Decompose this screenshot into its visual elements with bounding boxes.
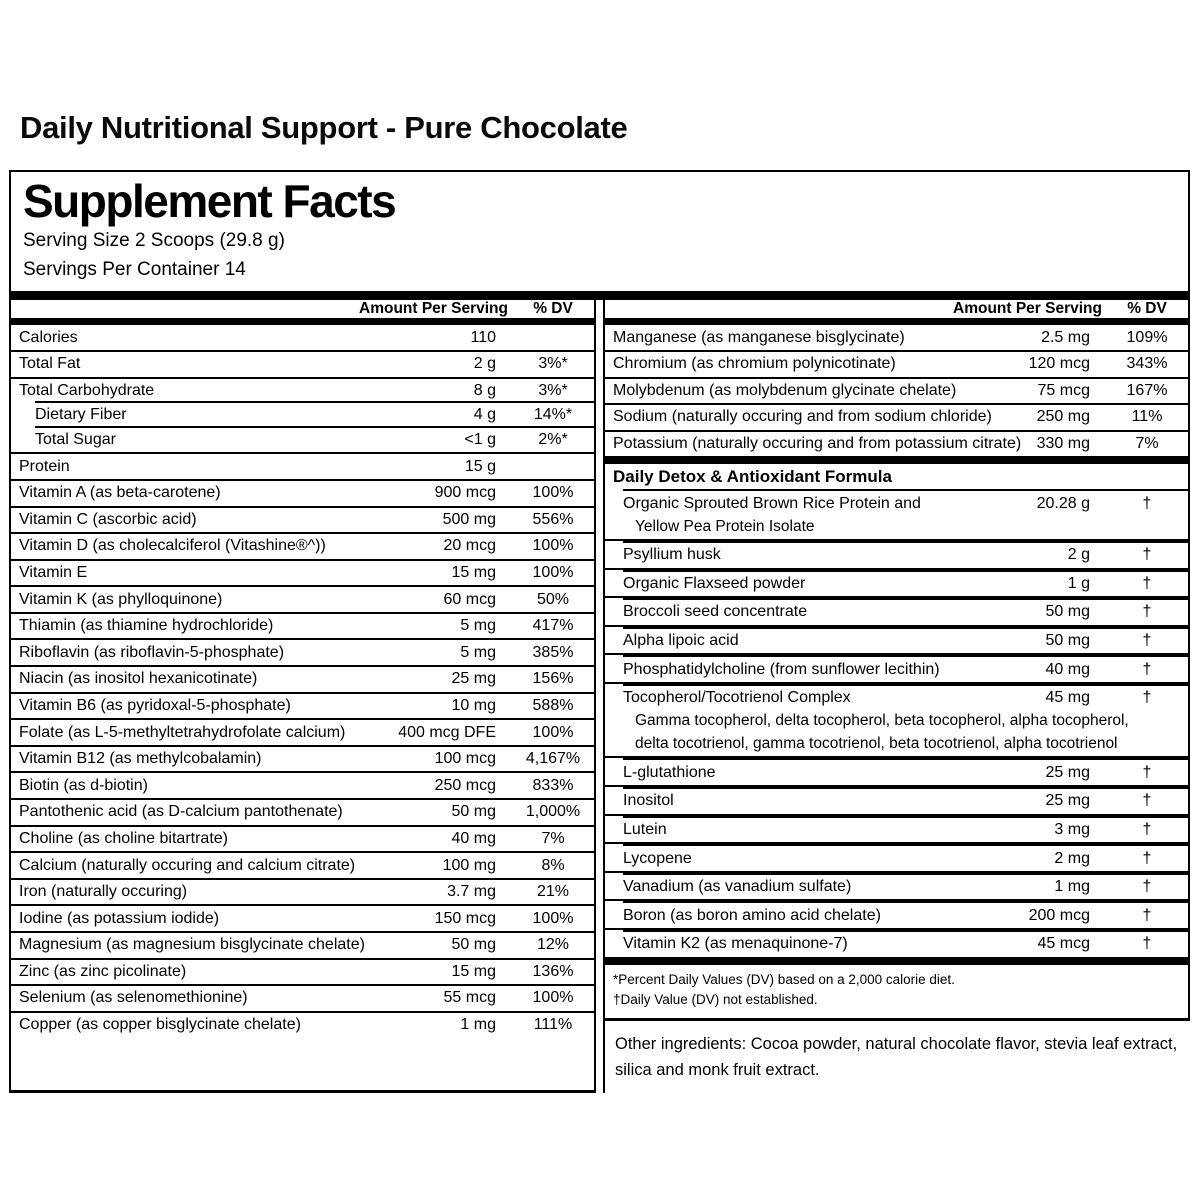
nutrient-row — [605, 325, 1188, 350]
ingredient-continuation-line: Gamma tocopherol, delta tocopherol, beta tocopherol, alpha tocopherol, — [635, 712, 1129, 730]
supplement-facts-panel — [9, 170, 1190, 1093]
nutrient-amount: 120 mcg — [1028, 355, 1090, 373]
nutrient-rowline — [11, 720, 594, 745]
dv-footnote: *Percent Daily Values (DV) based on a 2,000 calorie diet. — [613, 971, 955, 987]
nutrient-dv: 343% — [1126, 355, 1168, 373]
nutrient-dv: 7% — [541, 829, 565, 847]
nutrient-dv: 167% — [1126, 381, 1168, 399]
nutrient-rowline — [11, 933, 594, 958]
nutrient-dv: 1,000% — [525, 803, 581, 821]
ingredient-rowline — [605, 600, 1188, 625]
ingredient-dv: † — [1142, 546, 1152, 564]
nutrient-dv: 111% — [533, 1016, 573, 1034]
nutrient-rowline — [11, 534, 594, 559]
ingredient-name: Tocopherol/Tocotrienol Complex — [623, 689, 851, 707]
right-facts-box — [605, 300, 1190, 1021]
ingredient-name: Alpha lipoic acid — [623, 631, 739, 649]
nutrient-dv: 4,167% — [525, 750, 581, 768]
nutrient-name: Vitamin D (as cholecalciferol (Vitashine®^)) — [19, 537, 326, 555]
nutrient-name: Calcium (naturally occuring and calcium citrate) — [19, 856, 356, 874]
nutrient-dv: 100% — [532, 537, 574, 555]
nutrient-rowline — [11, 1013, 594, 1038]
panel-header — [11, 172, 1190, 300]
nutrient-name: Zinc (as zinc picolinate) — [19, 962, 187, 980]
ingredient-dv: † — [1142, 603, 1152, 621]
nutrient-row — [11, 984, 594, 1011]
nutrient-name: Vitamin E — [19, 563, 88, 581]
nutrient-dv: 12% — [536, 936, 570, 954]
ingredient-name: Psyllium husk — [623, 546, 721, 564]
nutrient-dv: 385% — [532, 643, 574, 661]
nutrient-rowline — [11, 694, 594, 719]
nutrient-name: Chromium (as chromium polynicotinate) — [613, 355, 896, 373]
nutrient-row — [605, 430, 1188, 457]
ingredient-name: Broccoli seed concentrate — [623, 603, 808, 621]
nutrient-amount: 250 mg — [1036, 408, 1090, 426]
nutrient-row — [11, 825, 594, 852]
ingredient-rowline — [605, 629, 1188, 654]
right-nutrient-rows — [605, 325, 1188, 456]
nutrient-dv: 50% — [536, 590, 570, 608]
serving-size: Serving Size 2 Scoops (29.8 g) — [23, 229, 285, 251]
nutrient-rowline — [11, 773, 594, 798]
nutrient-amount: 15 mg — [451, 962, 496, 980]
ingredient-dv: † — [1142, 935, 1152, 953]
nutrient-row — [605, 403, 1188, 430]
nutrient-row — [11, 692, 594, 719]
detox-section-title: Daily Detox & Antioxidant Formula — [613, 467, 892, 487]
nutrient-rowline — [11, 325, 594, 350]
ingredient-rowline — [605, 789, 1188, 814]
nutrient-name: Vitamin B12 (as methylcobalamin) — [19, 750, 262, 768]
nutrient-row — [11, 904, 594, 931]
nutrient-dv: 109% — [1126, 328, 1168, 346]
nutrient-row — [11, 958, 594, 985]
ingredient-amount: 1 mg — [1054, 878, 1090, 896]
nutrient-row — [605, 377, 1188, 404]
facts-columns — [11, 300, 1190, 1093]
ingredient-dv: † — [1142, 494, 1152, 512]
ingredient-row — [605, 653, 1188, 682]
detox-ingredient-rows — [605, 489, 1188, 956]
ingredient-amount: 2 g — [1067, 546, 1090, 564]
nutrient-rowline — [11, 906, 594, 931]
right-column — [603, 300, 1190, 1093]
nutrient-name: Magnesium (as magnesium bisglycinate chelate) — [19, 936, 365, 954]
nutrient-rowline — [11, 403, 594, 428]
nutrient-rowline — [11, 986, 594, 1011]
ingredient-name: L-glutathione — [623, 763, 716, 781]
ingredient-dv: † — [1142, 660, 1152, 678]
nutrient-name: Riboflavin (as riboflavin-5-phosphate) — [19, 643, 285, 661]
nutrient-amount: 50 mg — [451, 936, 496, 954]
nutrient-name: Iron (naturally occuring) — [19, 883, 188, 901]
ingredient-rowline — [605, 686, 1188, 711]
nutrient-amount: 110 — [470, 328, 496, 346]
nutrient-rowline — [605, 352, 1188, 377]
nutrient-dv: 156% — [532, 670, 574, 688]
nutrient-amount: 330 mg — [1036, 435, 1090, 453]
footnote-divider-bar — [605, 957, 1188, 965]
nutrient-amount: 100 mg — [442, 856, 496, 874]
nutrient-dv: 14%* — [533, 406, 573, 424]
nutrient-rowline — [605, 432, 1188, 457]
ingredient-row — [605, 842, 1188, 871]
ingredient-rowline — [605, 903, 1188, 928]
nutrient-row — [11, 325, 594, 350]
nutrient-amount: 900 mcg — [434, 484, 496, 502]
nutrient-row — [11, 798, 594, 825]
nutrient-amount: 2.5 mg — [1041, 328, 1090, 346]
nutrient-row — [11, 851, 594, 878]
nutrient-row — [11, 718, 594, 745]
nutrient-name: Sodium (naturally occuring and from sodium chloride) — [613, 408, 992, 426]
nutrient-rowline — [11, 640, 594, 665]
nutrient-row — [11, 878, 594, 905]
nutrient-row — [11, 559, 594, 586]
ingredient-row — [605, 682, 1188, 757]
percent-dv-header: % DV — [1127, 300, 1167, 318]
nutrient-name: Total Carbohydrate — [19, 381, 155, 399]
nutrient-rowline — [11, 960, 594, 985]
ingredient-rowline — [605, 932, 1188, 957]
nutrient-name: Pantothenic acid (as D-calcium pantothenate) — [19, 803, 343, 821]
nutrient-row — [11, 638, 594, 665]
ingredient-amount: 25 mg — [1045, 792, 1090, 810]
ingredient-row — [605, 568, 1188, 597]
nutrient-rowline — [11, 508, 594, 533]
nutrient-rowline — [605, 379, 1188, 404]
nutrient-row — [11, 1011, 594, 1038]
ingredient-rowline — [605, 846, 1188, 871]
nutrient-amount: 25 mg — [451, 670, 496, 688]
ingredient-name: Vitamin K2 (as menaquinone-7) — [623, 935, 848, 953]
nutrient-rowline — [11, 827, 594, 852]
percent-dv-header: % DV — [533, 300, 573, 318]
ingredient-name: Boron (as boron amino acid chelate) — [623, 906, 881, 924]
other-ingredients: Other ingredients: Cocoa powder, natural chocolate flavor, stevia leaf extract, silica and monk fruit extract. — [615, 1035, 1178, 1079]
supplement-facts-title: Supplement Facts — [23, 175, 396, 227]
nutrient-dv: 11% — [1131, 408, 1163, 426]
ingredient-dv: † — [1142, 574, 1152, 592]
nutrient-row — [605, 350, 1188, 377]
amount-per-serving-header: Amount Per Serving — [953, 300, 1102, 318]
ingredient-dv: † — [1142, 631, 1152, 649]
ingredient-name: Organic Sprouted Brown Rice Protein and — [623, 494, 921, 512]
nutrient-amount: 250 mcg — [434, 776, 496, 794]
nutrient-dv: 588% — [532, 696, 574, 714]
nutrient-dv: 21% — [536, 883, 570, 901]
nutrient-name: Vitamin C (ascorbic acid) — [19, 510, 197, 528]
nutrient-rowline — [11, 747, 594, 772]
ingredient-dv: † — [1142, 763, 1152, 781]
nutrient-row — [11, 403, 594, 428]
ingredient-row — [605, 539, 1188, 568]
ingredient-amount: 1 g — [1067, 574, 1090, 592]
nutrient-row — [11, 665, 594, 692]
nutrient-amount: 75 mcg — [1037, 381, 1090, 399]
nutrient-rowline — [11, 352, 594, 377]
nutrient-row — [11, 745, 594, 772]
nutrient-rowline — [11, 667, 594, 692]
nutrient-dv: 417% — [532, 617, 574, 635]
ingredient-amount: 2 mg — [1054, 849, 1090, 867]
nutrient-name: Vitamin K (as phylloquinone) — [19, 590, 223, 608]
nutrient-name: Niacin (as inositol hexanicotinate) — [19, 670, 258, 688]
nutrient-amount: 15 mg — [451, 563, 496, 581]
nutrient-amount: 2 g — [473, 355, 496, 373]
nutrient-amount: 10 mg — [451, 696, 496, 714]
nutrient-amount: 8 g — [473, 381, 496, 399]
ingredient-dv: † — [1142, 792, 1152, 810]
nutrient-rowline — [11, 454, 594, 479]
nutrient-dv: 556% — [532, 510, 574, 528]
page-title: Daily Nutritional Support - Pure Chocolate — [20, 110, 628, 145]
nutrient-name: Biotin (as d-biotin) — [19, 776, 148, 794]
nutrient-amount: 400 mcg DFE — [398, 723, 496, 741]
nutrient-dv: 100% — [532, 909, 574, 927]
nutrient-rowline — [11, 379, 594, 404]
nutrient-row — [11, 428, 594, 453]
right-column-header — [605, 300, 1188, 325]
nutrient-row — [11, 350, 594, 377]
ingredient-amount: 45 mg — [1045, 689, 1090, 707]
nutrient-amount: 40 mg — [451, 829, 496, 847]
ingredient-rowline — [605, 875, 1188, 900]
nutrient-row — [11, 377, 594, 404]
nutrient-amount: 60 mcg — [443, 590, 496, 608]
nutrient-row — [11, 612, 594, 639]
ingredient-rowline — [605, 543, 1188, 568]
nutrient-row — [11, 452, 594, 479]
nutrient-rowline — [605, 405, 1188, 430]
nutrient-rowline — [11, 481, 594, 506]
nutrient-dv: 3%* — [538, 355, 568, 373]
nutrient-amount: 100 mcg — [434, 750, 496, 768]
ingredient-dv: † — [1142, 849, 1152, 867]
nutrient-name: Protein — [19, 457, 70, 475]
ingredient-amount: 25 mg — [1045, 763, 1090, 781]
ingredient-rowline — [605, 760, 1188, 785]
nutrient-name: Calories — [19, 328, 78, 346]
ingredient-row — [605, 928, 1188, 957]
footnotes — [605, 965, 1188, 1019]
nutrient-amount: 5 mg — [460, 617, 496, 635]
ingredient-continuation-line: delta tocotrienol, gamma tocotrienol, beta tocotrienol, alpha tocotrienol — [635, 735, 1118, 753]
nutrient-dv: 2%* — [538, 431, 568, 449]
ingredient-amount: 50 mg — [1045, 603, 1090, 621]
nutrient-amount: 1 mg — [460, 1016, 496, 1034]
nutrient-name: Thiamin (as thiamine hydrochloride) — [19, 617, 274, 635]
ingredient-name: Lutein — [623, 820, 667, 838]
nutrient-name: Total Fat — [19, 355, 81, 373]
nutrient-name: Folate (as L-5-methyltetrahydrofolate calcium) — [19, 723, 346, 741]
nutrient-amount: 500 mg — [442, 510, 496, 528]
nutrient-amount: 15 g — [464, 457, 496, 475]
nutrient-amount: 5 mg — [460, 643, 496, 661]
ingredient-amount: 45 mcg — [1037, 935, 1090, 953]
ingredient-name: Phosphatidylcholine (from sunflower lecithin) — [623, 660, 940, 678]
nutrient-dv: 136% — [532, 962, 574, 980]
section-divider-bar — [605, 456, 1188, 464]
ingredient-continuation-line: Yellow Pea Protein Isolate — [635, 517, 815, 535]
left-nutrient-rows — [11, 325, 594, 1037]
ingredient-rowline — [605, 491, 1188, 516]
nutrient-row — [11, 506, 594, 533]
nutrient-dv: 100% — [532, 723, 574, 741]
ingredient-name: Lycopene — [623, 849, 692, 867]
ingredient-amount: 200 mcg — [1028, 906, 1090, 924]
ingredient-amount: 40 mg — [1045, 660, 1090, 678]
ingredient-row — [605, 899, 1188, 928]
nutrient-name: Molybdenum (as molybdenum glycinate chelate) — [613, 381, 957, 399]
ingredient-amount: 50 mg — [1045, 631, 1090, 649]
ingredient-rowline — [605, 657, 1188, 682]
nutrient-amount: <1 g — [464, 431, 496, 449]
ingredient-rowline — [605, 572, 1188, 597]
ingredient-name: Inositol — [623, 792, 674, 810]
nutrient-name: Selenium (as selenomethionine) — [19, 989, 248, 1007]
nutrient-name: Total Sugar — [35, 431, 116, 449]
nutrient-row — [11, 479, 594, 506]
ingredient-name: Organic Flaxseed powder — [623, 574, 806, 592]
ingredient-dv: † — [1142, 689, 1152, 707]
left-column — [11, 300, 596, 1093]
ingredient-row — [605, 489, 1188, 539]
nutrient-dv: 100% — [532, 563, 574, 581]
nutrient-amount: 50 mg — [451, 803, 496, 821]
nutrient-amount: 55 mcg — [443, 989, 496, 1007]
ingredient-row — [605, 871, 1188, 900]
nutrient-amount: 3.7 mg — [447, 883, 496, 901]
nutrient-name: Copper (as copper bisglycinate chelate) — [19, 1016, 301, 1034]
nutrient-rowline — [11, 880, 594, 905]
nutrient-row — [11, 771, 594, 798]
left-column-header — [11, 300, 594, 325]
dagger-footnote: †Daily Value (DV) not established. — [613, 991, 818, 1007]
nutrient-amount: 150 mcg — [434, 909, 496, 927]
ingredient-dv: † — [1142, 906, 1152, 924]
ingredient-dv: † — [1142, 820, 1152, 838]
nutrient-row — [11, 931, 594, 958]
nutrient-name: Manganese (as manganese bisglycinate) — [613, 328, 905, 346]
nutrient-dv: 100% — [532, 989, 574, 1007]
ingredient-amount: 20.28 g — [1036, 494, 1090, 512]
nutrient-dv: 7% — [1135, 435, 1159, 453]
ingredient-row — [605, 596, 1188, 625]
nutrient-rowline — [11, 853, 594, 878]
nutrient-rowline — [11, 800, 594, 825]
nutrient-name: Potassium (naturally occuring and from potassium citrate) — [613, 435, 1022, 453]
nutrient-name: Dietary Fiber — [35, 406, 127, 424]
nutrient-name: Vitamin A (as beta-carotene) — [19, 484, 221, 502]
ingredient-name: Vanadium (as vanadium sulfate) — [623, 878, 852, 896]
nutrient-amount: 20 mcg — [443, 537, 496, 555]
servings-per-container: Servings Per Container 14 — [23, 259, 246, 281]
nutrient-row — [11, 532, 594, 559]
nutrient-name: Choline (as choline bitartrate) — [19, 829, 228, 847]
nutrient-rowline — [605, 325, 1188, 350]
nutrient-row — [11, 585, 594, 612]
nutrient-rowline — [11, 561, 594, 586]
nutrient-name: Iodine (as potassium iodide) — [19, 909, 220, 927]
ingredient-amount: 3 mg — [1054, 820, 1090, 838]
nutrient-name: Vitamin B6 (as pyridoxal-5-phosphate) — [19, 696, 291, 714]
nutrient-amount: 4 g — [473, 406, 496, 424]
nutrient-dv: 100% — [532, 484, 574, 502]
ingredient-rowline — [605, 818, 1188, 843]
ingredient-row — [605, 625, 1188, 654]
nutrient-rowline — [11, 428, 594, 453]
nutrient-rowline — [11, 587, 594, 612]
ingredient-row — [605, 814, 1188, 843]
nutrient-rowline — [11, 614, 594, 639]
ingredient-row — [605, 785, 1188, 814]
nutrient-dv: 833% — [532, 776, 574, 794]
amount-per-serving-header: Amount Per Serving — [359, 300, 508, 318]
nutrient-dv: 3%* — [538, 381, 568, 399]
ingredient-row — [605, 756, 1188, 785]
ingredient-dv: † — [1142, 878, 1152, 896]
nutrient-dv: 8% — [541, 856, 565, 874]
